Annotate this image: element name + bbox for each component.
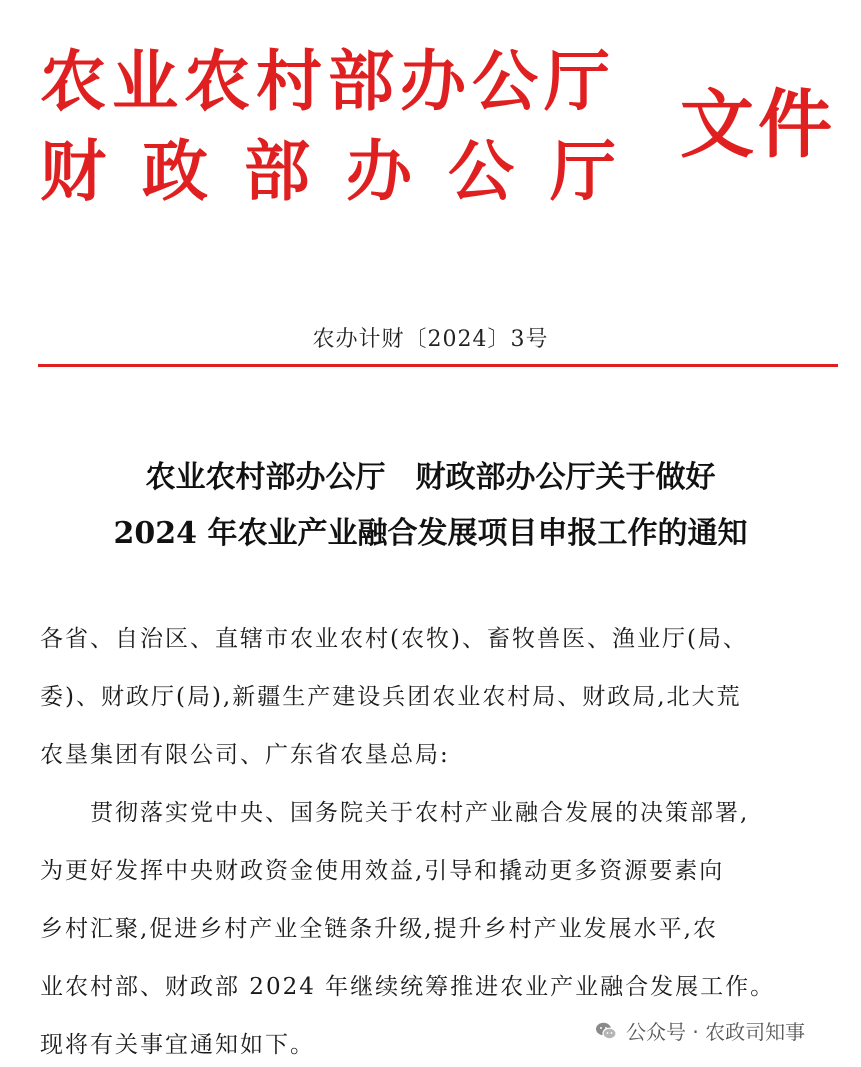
body-line: 现将有关事宜通知如下。 [40, 1032, 315, 1058]
body-line: 业农村部、财政部 2024 年继续统筹推进农业产业融合发展工作。 [40, 974, 776, 1000]
notice-title-line-2: 2024 年农业产业融合发展项目申报工作的通知 [113, 516, 748, 551]
body-line: 委)、财政厅(局),新疆生产建设兵团农业农村局、财政局,北大荒 [40, 684, 742, 710]
document-number: 农办计财〔2024〕3号 [312, 327, 549, 352]
red-divider [38, 364, 838, 367]
watermark [594, 1016, 805, 1045]
body-line: 贯彻落实党中央、国务院关于农村产业融合发展的决策部署, [40, 800, 750, 826]
body-line: 农垦集团有限公司、广东省农垦总局: [40, 742, 450, 768]
issuer-line-1: 农业农村部办公厅 [40, 42, 616, 120]
issuer-line-2: 财政部办公厅 [40, 132, 652, 210]
wechat-icon [594, 1019, 618, 1043]
body-line: 乡村汇聚,促进乡村产业全链条升级,提升乡村产业发展水平,农 [40, 916, 718, 942]
body-line: 各省、自治区、直辖市农业农村(农牧)、畜牧兽医、渔业厅(局、 [40, 626, 748, 652]
document-label: 文件 [680, 82, 836, 168]
body-line: 为更好发挥中央财政资金使用效益,引导和撬动更多资源要素向 [40, 858, 725, 884]
watermark-text: 公众号 · 农政司知事 [626, 1020, 806, 1044]
notice-title-line-1: 农业农村部办公厅 财政部办公厅关于做好 [145, 460, 716, 495]
